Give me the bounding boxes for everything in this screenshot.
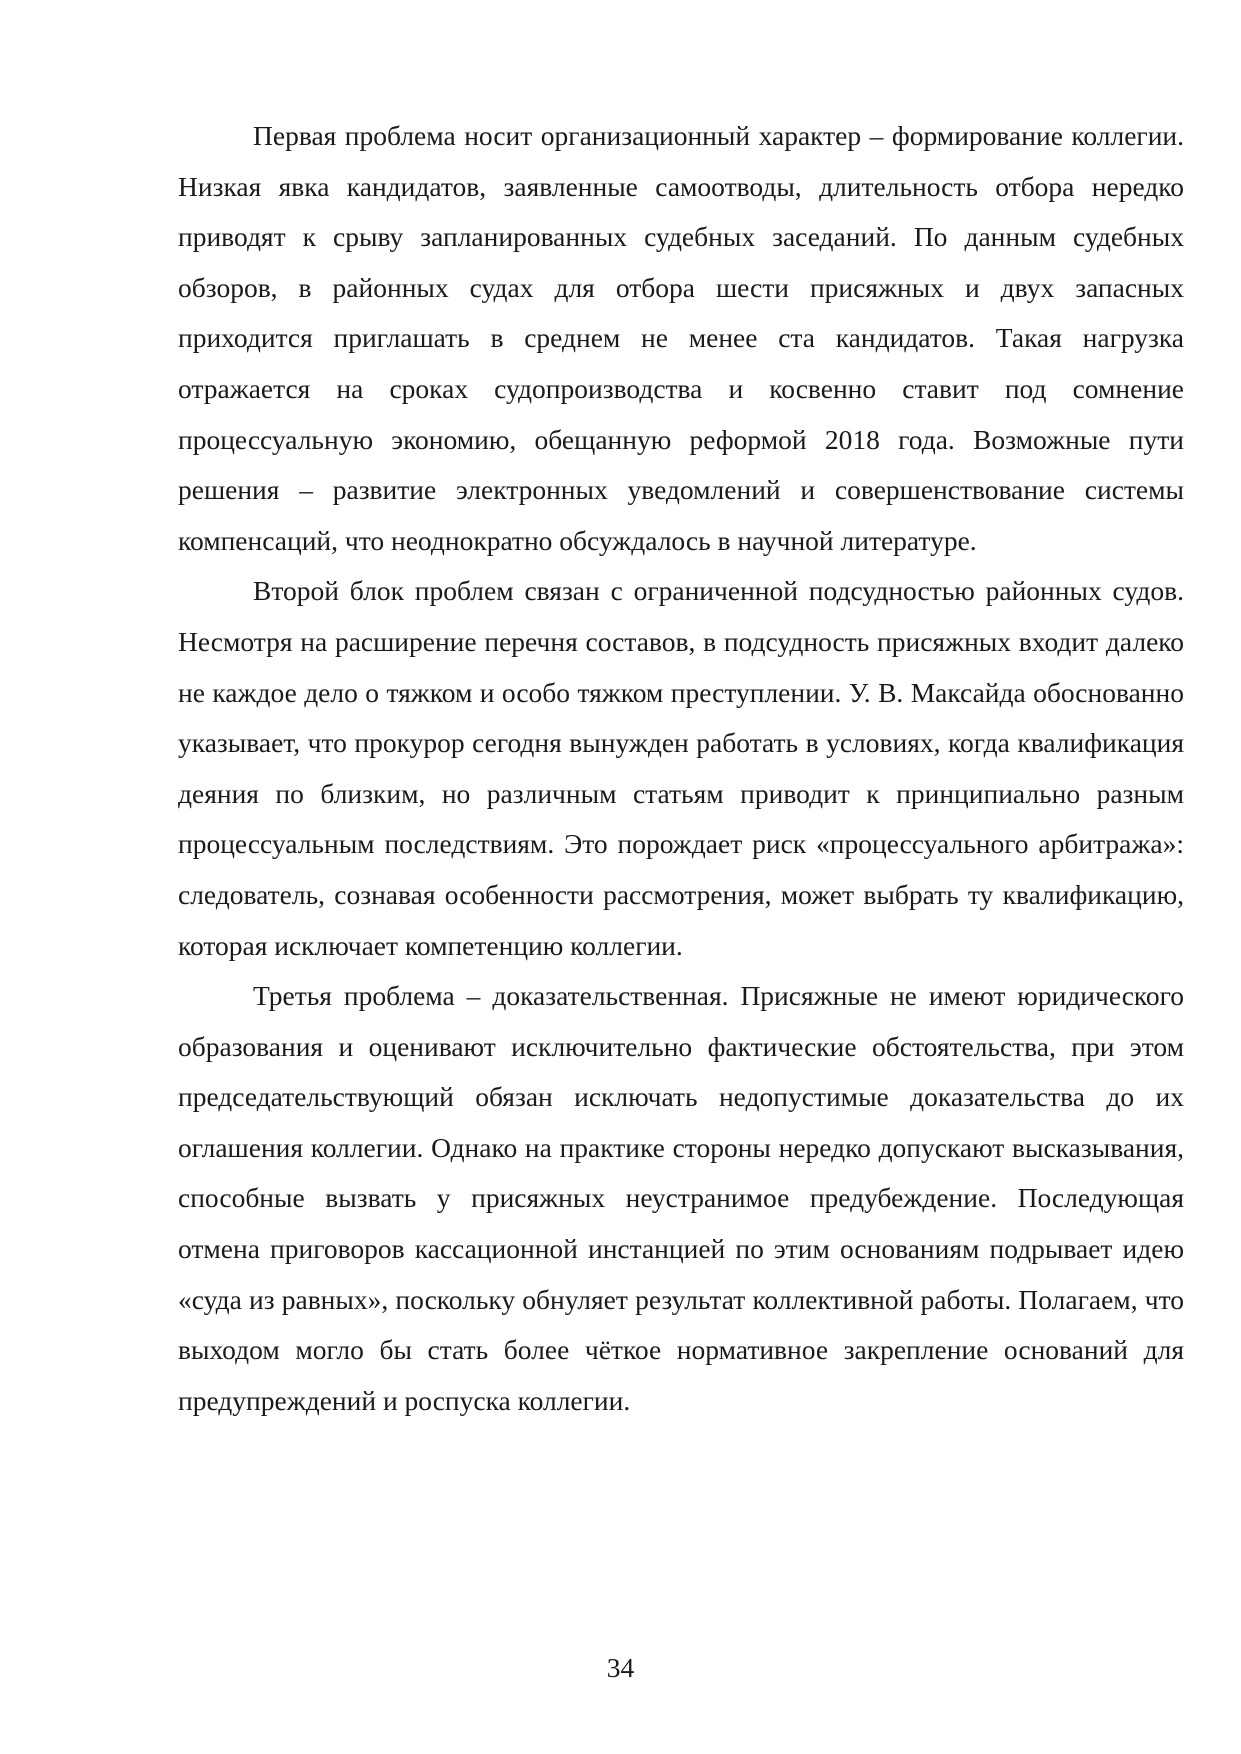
paragraph-jurisdiction-problem: Второй блок проблем связан с ограниченной подсудностью районных судов. Несмотря на расширение перечня составов, в подсудность присяжных входит далеко не каждое дело о тяжком и особо тяжком преступлении. У. В. Максайда обоснованно указывает, что прокурор сегодня вынужден работать в условиях, когда квалификация деяния по близким, но различным статьям приводит к принципиально разным процессуальным последствиям. Это порождает риск «процессуального арбитража»: следователь, сознавая особенности рассмотрения, может выбрать ту квалификацию, которая исключает компетенцию коллегии. <box>178 575 1184 961</box>
paragraph-organizational-problem: Первая проблема носит организационный характер – формирование коллегии. Низкая явка кандидатов, заявленные самоотводы, длительность отбора нередко приводят к срыву запланированных судебных заседаний. По данным судебных обзоров, в районных судах для отбора шести присяжных и двух запасных приходится приглашать в среднем не менее ста кандидатов. Такая нагрузка отражается на сроках судопроизводства и косвенно ставит под сомнение процессуальную экономию, обещанную реформой 2018 года. Возможные пути решения – развитие электронных уведомлений и совершенствование системы компенсаций, что неоднократно обсуждалось в научной литературе. <box>178 120 1184 556</box>
page-number: 34 <box>606 1652 635 1683</box>
paragraph-evidence-problem: Третья проблема – доказательственная. Присяжные не имеют юридического образования и оценивают исключительно фактические обстоятельства, при этом председательствующий обязан исключать недопустимые доказательства до их оглашения коллегии. Однако на практике стороны нередко допускают высказывания, способные вызвать у присяжных неустранимое предубеждение. Последующая отмена приговоров кассационной инстанцией по этим основаниям подрывает идею «суда из равных», поскольку обнуляет результат коллективной работы. Полагаем, что выходом могло бы стать более чёткое нормативное закрепление оснований для предупреждений и роспуска коллегии. <box>178 980 1184 1416</box>
body-text <box>178 111 1184 1426</box>
